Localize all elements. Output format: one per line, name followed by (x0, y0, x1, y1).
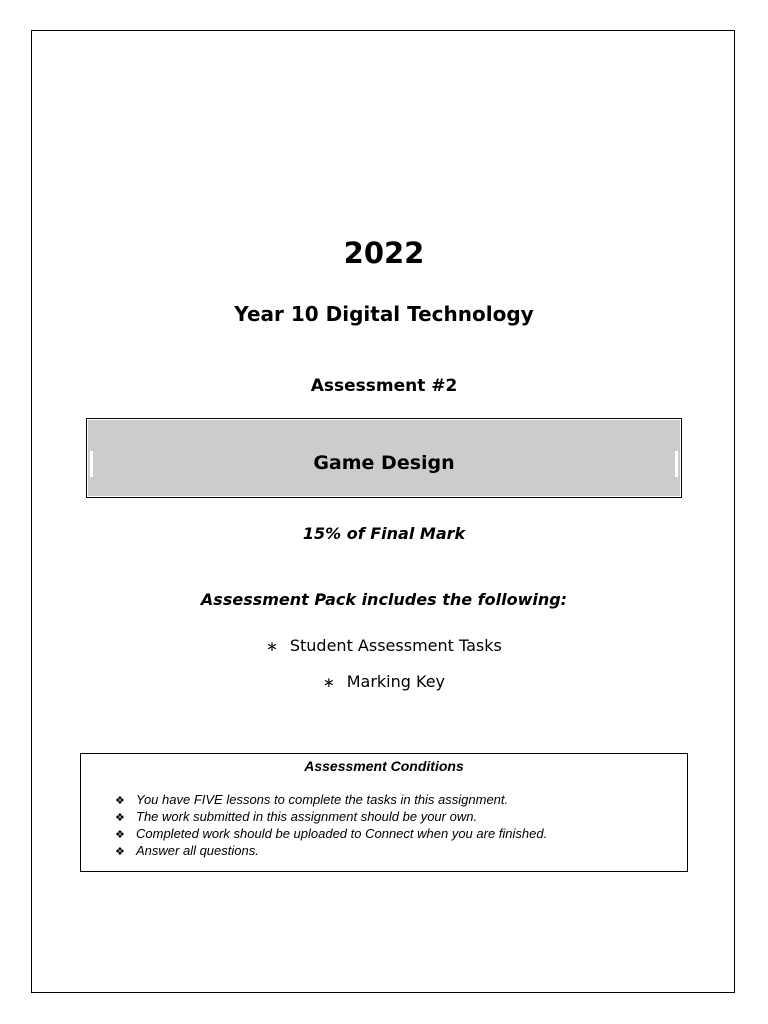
pack-heading: Assessment Pack includes the following: (200, 590, 568, 609)
assessment-number: Assessment #2 (310, 376, 458, 396)
diamond-bullet-icon: ❖ (115, 846, 125, 858)
weighting-text: 15% of Final Mark (302, 524, 466, 543)
diamond-bullet-icon: ❖ (115, 829, 125, 841)
condition-text: Completed work should be uploaded to Connect when you are finished. (136, 826, 548, 841)
pack-item (0, 636, 768, 655)
diamond-bullet-icon: ❖ (115, 812, 125, 824)
condition-item (115, 826, 547, 843)
condition-item (115, 792, 547, 809)
assessment-conditions-box (80, 753, 688, 872)
course-title: Year 10 Digital Technology (234, 302, 534, 326)
task-title: Game Design (313, 452, 455, 474)
condition-text: Answer all questions. (136, 843, 259, 858)
conditions-list (115, 792, 547, 860)
pack-item-label: Marking Key (346, 672, 446, 691)
pack-item (0, 672, 768, 691)
condition-text: You have FIVE lessons to complete the tasks in this assignment. (136, 792, 509, 807)
asterisk-bullet-icon: ∗ (266, 639, 278, 655)
asterisk-bullet-icon: ∗ (322, 675, 335, 691)
condition-item (115, 843, 547, 860)
condition-text: The work submitted in this assignment should be your own. (136, 809, 478, 824)
task-title-box (86, 418, 682, 498)
diamond-bullet-icon: ❖ (115, 795, 125, 807)
conditions-title: Assessment Conditions (304, 758, 464, 774)
condition-item (115, 809, 547, 826)
document-year: 2022 (343, 236, 425, 270)
pack-item-label: Student Assessment Tasks (289, 636, 502, 655)
